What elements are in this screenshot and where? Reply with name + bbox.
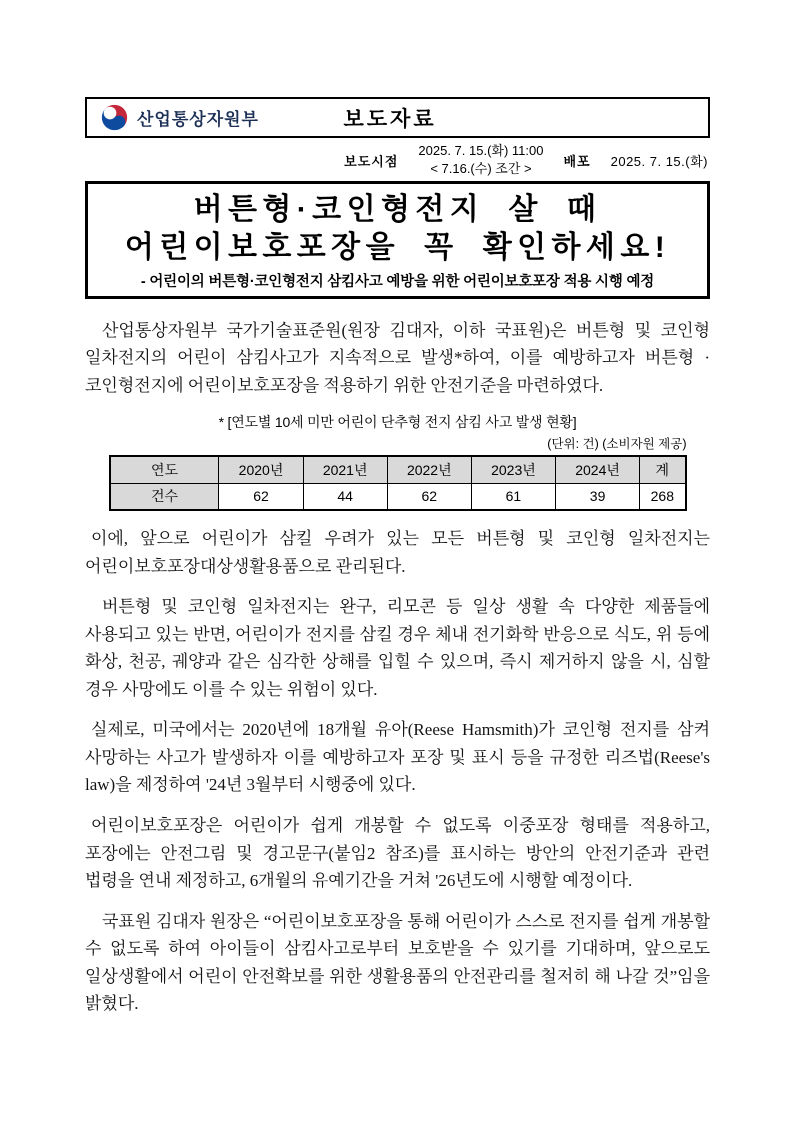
title-line-2: 어린이보호포장을 꼭 확인하세요!	[124, 230, 671, 264]
table-header-cell: 2022년	[387, 456, 471, 483]
release-time-value	[418, 142, 543, 177]
press-release-page	[85, 97, 710, 1031]
table-value-cell: 39	[556, 483, 640, 510]
document-type-label: 보도자료	[343, 106, 437, 131]
table-header-cell: 2021년	[303, 456, 387, 483]
government-taegeuk-logo-icon	[101, 104, 128, 131]
release-time-line1: 2025. 7. 15.(화) 11:00	[418, 143, 544, 159]
table-row-label: 건수	[110, 483, 219, 510]
title-box	[85, 181, 710, 299]
table-value-cell: 62	[387, 483, 471, 510]
table-unit-note: (단위: 건) (소비자원 제공)	[547, 437, 687, 452]
paragraph-us-case: 실제로, 미국에서는 2020년에 18개월 유아(Reese Hamsmith)가 코인형 전지를 삼켜 사망하는 사고가 발생하자 이를 예방하고자 포장 및 표시 등을 규정한 리즈법(Reese's law)을 제정하여 '24년 3월부터 시행중에 있다.	[85, 720, 710, 795]
paragraph-management: 이에, 앞으로 어린이가 삼킬 우려가 있는 모든 버튼형 및 코인형 일차전지는 어린이보호포장대상생활용품으로 관리된다.	[85, 529, 710, 576]
paragraph-intro: 산업통상자원부 국가기술표준원(원장 김대자, 이하 국표원)은 버튼형 및 코인형 일차전지의 어린이 삼킴사고가 지속적으로 발생*하여, 이를 예방하고자 버튼형 · 코인형전지에 어린이보호포장을 적용하기 위한 안전기준을 마련하였다.	[85, 320, 710, 395]
release-time-line2: < 7.16.(수) 조간 >	[430, 161, 532, 176]
distribute-value: 2025. 7. 15.(화)	[610, 153, 708, 169]
distribute-label: 배포	[563, 153, 591, 169]
ministry-name: 산업통상자원부	[137, 110, 259, 129]
table-header-cell: 2020년	[219, 456, 303, 483]
table-value-cell: 62	[219, 483, 303, 510]
title-subtitle: - 어린이의 버튼형·코인형전지 삼킴사고 예방을 위한 어린이보호포장 적용 시행 예정	[140, 273, 655, 290]
table-value-cell: 44	[303, 483, 387, 510]
ministry-brand	[101, 104, 259, 131]
table-header-cell: 계	[640, 456, 686, 483]
table-data-row	[110, 483, 686, 510]
title-line-1: 버튼형·코인형전지 살 때	[193, 193, 602, 226]
accident-statistics-table	[109, 455, 687, 511]
table-caption: * [연도별 10세 미만 어린이 단추형 전지 삼킴 사고 발생 현황]	[218, 414, 577, 431]
table-header-row	[110, 456, 686, 483]
table-header-cell: 2024년	[556, 456, 640, 483]
table-header-cell: 2023년	[471, 456, 555, 483]
accident-statistics-section	[109, 412, 687, 511]
table-value-cell: 61	[471, 483, 555, 510]
paragraph-packaging-plan: 어린이보호포장은 어린이가 쉽게 개봉할 수 없도록 이중포장 형태를 적용하고, 포장에는 안전그림 및 경고문구(붙임2 참조)를 표시하는 방안의 안전기준과 관련 법령을 연내 제정하고, 6개월의 유예기간을 거쳐 '26년도에 시행할 예정이다.	[85, 815, 710, 891]
paragraph-director-quote: 국표원 김대자 원장은 “어린이보호포장을 통해 어린이가 스스로 전지를 쉽게 개봉할 수 없도록 하여 아이들이 삼킴사고로부터 보호받을 수 있기를 기대하며, 앞으로도 일상생활에서 어린이 안전확보를 위한 생활용품의 안전관리를 철저히 해 나갈 것”임을 밝혔다.	[85, 911, 710, 1014]
release-meta-row	[85, 142, 710, 178]
release-time-label: 보도시점	[344, 153, 399, 169]
document-body	[85, 317, 710, 1018]
paragraph-risk: 버튼형 및 코인형 일차전지는 완구, 리모콘 등 일상 생활 속 다양한 제품들에 사용되고 있는 반면, 어린이가 전지를 삼킬 경우 체내 전기화학 반응으로 식도, 위 등에 화상, 천공, 궤양과 같은 심각한 상해를 입힐 수 있으며, 즉시 제거하지 않을 시, 심할 경우 사망에도 이를 수 있는 위험이 있다.	[85, 597, 710, 699]
table-header-cell: 연도	[110, 456, 219, 483]
table-value-cell: 268	[640, 483, 686, 510]
document-header	[85, 97, 710, 138]
